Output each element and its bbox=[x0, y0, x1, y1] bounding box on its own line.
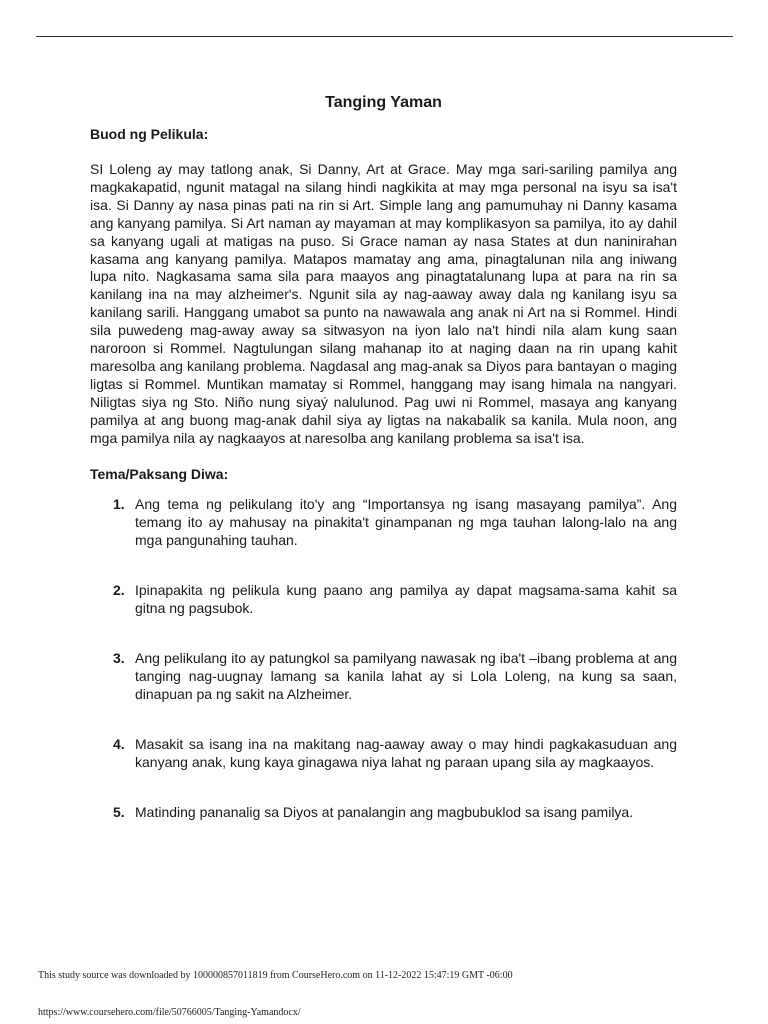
list-item bbox=[90, 495, 677, 549]
list-item-number: 3. bbox=[113, 649, 125, 666]
list-item-number: 5. bbox=[113, 803, 125, 820]
list-item-text: Ang pelikulang ito ay patungkol sa pamilyang nawasak ng iba't –ibang problema at ang tanging nag-uugnay lamang sa kanila lahat ay si Lola Loleng, na kung sa saan, dinapuan pa ng sakit na Alzheimer. bbox=[135, 649, 677, 702]
list-item bbox=[90, 649, 677, 703]
list-item-text: Ang tema ng pelikulang ito'y ang “Importansya ng isang masayang pamilya”. Ang temang ito ay mahusay na pinakita't ginampanan ng mga tauhan lalong-lalo na ang mga pangunahing tauhan. bbox=[135, 495, 677, 548]
top-divider bbox=[36, 36, 733, 37]
document-title: Tanging Yaman bbox=[325, 94, 442, 111]
list-item-text: Matinding pananalig sa Diyos at panalangin ang magbubuklod sa isang pamilya. bbox=[135, 803, 634, 820]
list-item-number: 4. bbox=[113, 735, 125, 752]
list-item-number: 1. bbox=[113, 495, 125, 512]
summary-heading: Buod ng Pelikula: bbox=[90, 126, 209, 142]
list-item-text: Ipinapakita ng pelikula kung paano ang pamilya ay dapat magsama-sama kahit sa gitna ng pagsubok. bbox=[135, 581, 677, 616]
theme-heading: Tema/Paksang Diwa: bbox=[90, 465, 229, 482]
list-item-text: Masakit sa isang ina na makitang nag-aaway away o may hindi pagkakasuduan ang kanyang anak, kung kaya ginagawa niya lahat ng paraan upang sila ay magkaayos. bbox=[135, 735, 677, 770]
list-item bbox=[90, 581, 677, 617]
theme-list bbox=[90, 495, 677, 821]
list-item bbox=[90, 803, 677, 821]
summary-paragraph: SI Loleng ay may tatlong anak, Si Danny, Art at Grace. May mga sari-sariling pamilya ang magkakapatid, ngunit matagal na silang hindi nagkikita at may mga personal na isyu sa isa't isa. Si Danny ay nasa pinas pati na rin si Art. Simple lang ang pamumuhay ni Danny kasama ang kanyang pamilya. Si Art naman ay mayaman at may komplikasyon sa pamilya, ito ay dahil sa kanyang ugali at matigas na puso. Si Grace naman ay nasa States at dun naninirahan kasama ang kanyang pamilya. Matapos mamatay ang ama, pinagtalunan nila ang iniwang lupa nito. Nagkasama sama sila para maayos ang pinagtatalunang lupa at para na rin sa kanilang ina na may alzheimer's. Ngunit sila ay nag-aaway away dala ng kanilang isyu sa kanilang sarili. Hanggang umabot sa punto na nawawala ang anak ni Art na si Rommel. Hindi sila puwedeng mag-away away sa sitwasyon na iyon lalo na't hindi nila alam kung saan naroroon si Rommel. Nagtulungan silang mahanap ito at naging daan na rin upang kahit maresolba ang kanilang problema. Nagdasal ang mag-anak sa Diyos para bantayan o maging ligtas si Rommel. Muntikan mamatay si Rommel, hanggang may isang himala na nangyari. Niligtas siya ng Sto. Niño nung siyaý nalulunod. Pag uwi ni Rommel, masaya ang kanyang pamilya at ang buong mag-anak dahil siya ay ligtas na nakabalik sa kanila. Mula noon, ang mga pamilya nila ay nagkaayos at naresolba ang kanilang problema sa isa't isa. bbox=[90, 161, 677, 446]
list-item-number: 2. bbox=[113, 581, 125, 598]
list-item bbox=[90, 735, 677, 771]
document-body bbox=[90, 92, 677, 821]
source-url[interactable]: https://www.coursehero.com/file/50766005/Tanging-Yamandocx/ bbox=[38, 1007, 301, 1018]
download-notice: This study source was downloaded by 100000857011819 from CourseHero.com on 11-12-2022 15:47:19 GMT -06:00 bbox=[38, 970, 513, 981]
